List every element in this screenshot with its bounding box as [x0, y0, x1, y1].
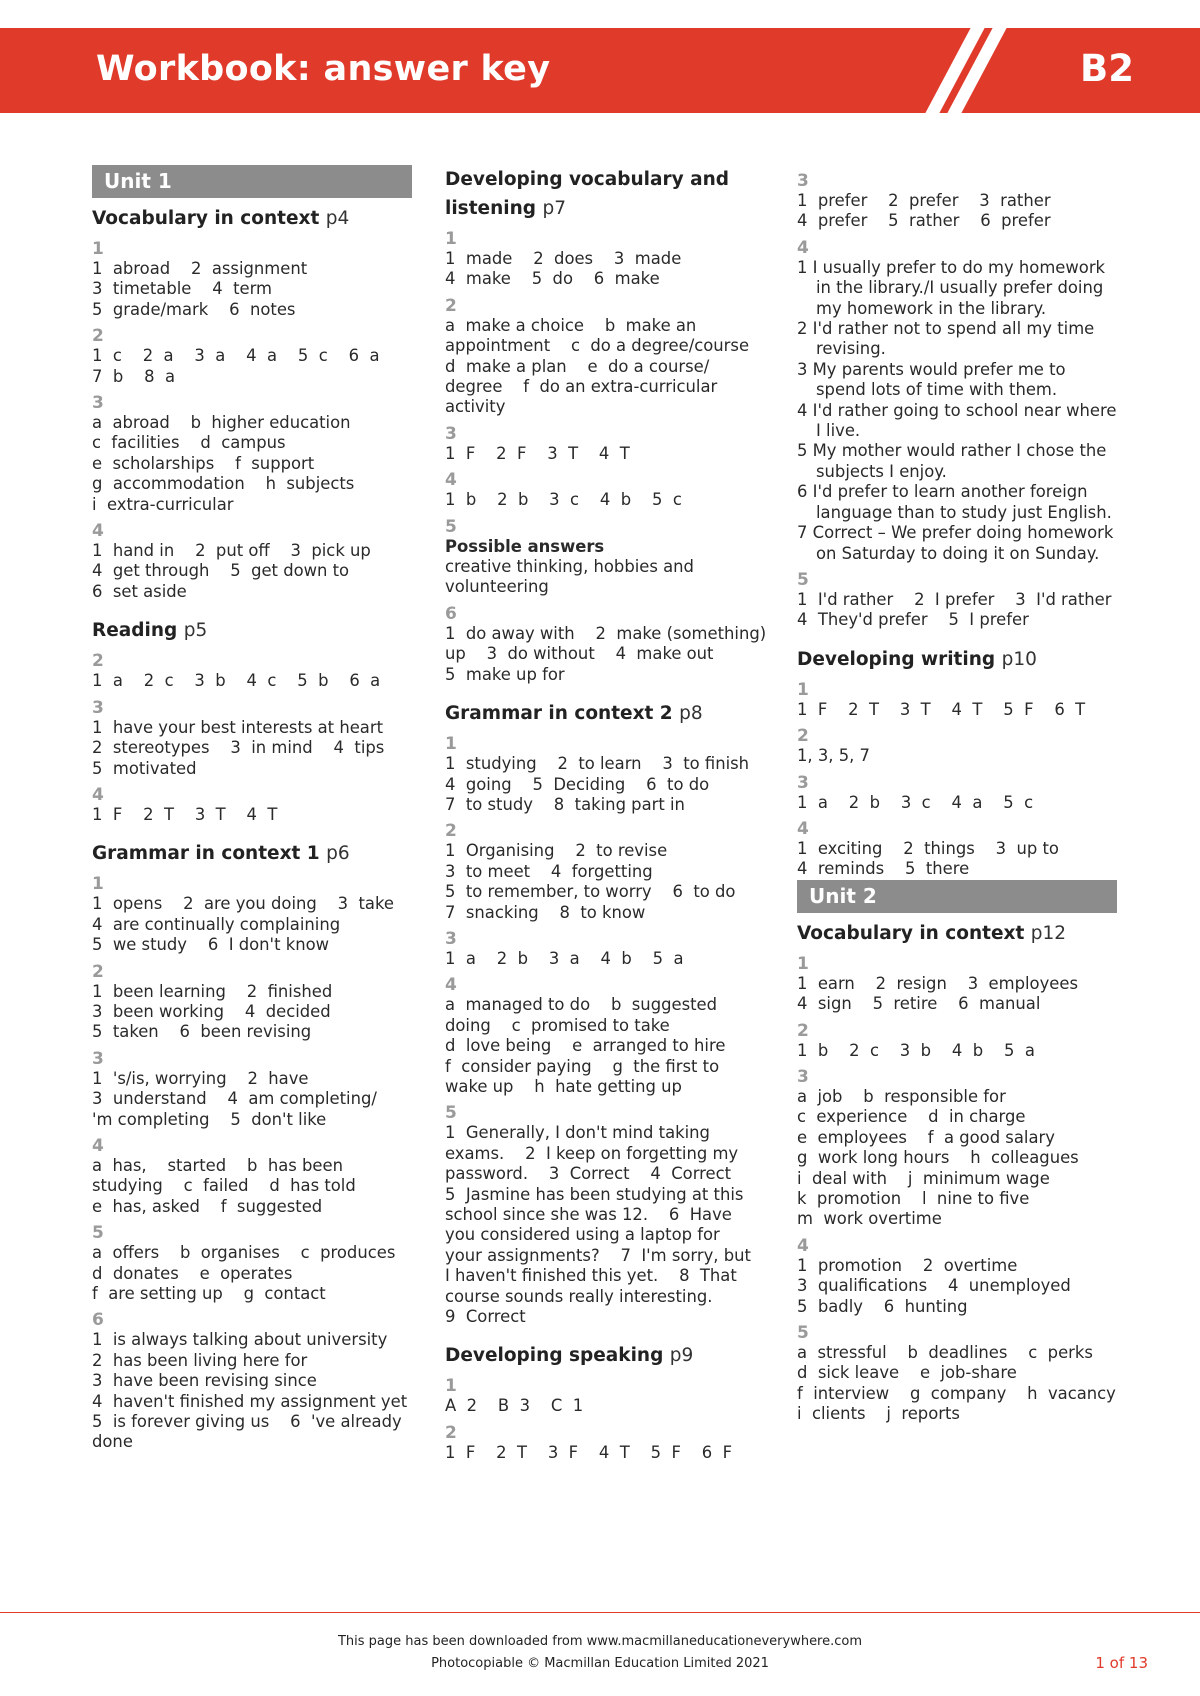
answer-line: up 3 do without 4 make out — [445, 644, 714, 664]
exercise-number: 3 — [92, 1048, 104, 1069]
answer-line: 5 is forever giving us 6 've already — [92, 1412, 402, 1432]
answer-item: 4 I'd rather going to school near where I live. — [797, 400, 1117, 441]
answer-line: 7 b 8 a — [92, 366, 175, 386]
exercise-number: 4 — [92, 1135, 104, 1156]
answer-line: d sick leave e job-share — [797, 1363, 1017, 1383]
exercise-number: 2 — [797, 726, 809, 747]
exercise-number: 3 — [445, 423, 457, 444]
section-heading — [92, 839, 412, 868]
answer-line: 5 Jasmine has been studying at this — [445, 1184, 744, 1204]
answer-line: 1 I'd rather 2 I prefer 3 I'd rather — [797, 589, 1112, 609]
answer-line: password. 3 Correct 4 Correct — [445, 1164, 732, 1184]
exercise-number: 4 — [92, 521, 104, 542]
answer-line: 1, 3, 5, 7 — [797, 746, 870, 766]
exercise-number: 5 — [797, 569, 809, 590]
answer-line: d make a plan e do a course/ — [445, 356, 710, 376]
answer-line: 1 b 2 b 3 c 4 b 5 c — [445, 490, 682, 510]
answer-line: 1 F 2 T 3 T 4 T — [92, 804, 278, 824]
answer-item: 6 I'd prefer to learn another foreign language than to study just English. — [797, 482, 1112, 522]
answer-line: 4 They'd prefer 5 I prefer — [797, 610, 1029, 630]
answer-line: I haven't finished this yet. 8 That — [445, 1266, 737, 1286]
answer-line: g work long hours h colleagues — [797, 1148, 1079, 1168]
exercise-number: 1 — [92, 874, 104, 895]
exercise-number: 6 — [92, 1310, 104, 1331]
answer-line: 1 exciting 2 things 3 up to — [797, 838, 1059, 858]
answer-line: wake up h hate getting up — [445, 1076, 682, 1096]
section-heading — [445, 1341, 763, 1370]
answer-item: 7 Correct – We prefer doing homework on Saturday to doing it on Sunday. — [797, 523, 1114, 563]
answer-line: 5 taken 6 been revising — [92, 1022, 312, 1042]
answer-line: studying c failed d has told — [92, 1176, 356, 1196]
exercise-number: 3 — [797, 1066, 809, 1087]
section-page-ref: p8 — [679, 703, 703, 725]
answer-line: activity — [445, 397, 506, 417]
answer-line: 3 been working 4 decided — [92, 1001, 331, 1021]
section-page-ref: p5 — [183, 620, 208, 642]
answer-line: a has, started b has been — [92, 1155, 343, 1175]
answer-line: f consider paying g the first to — [445, 1056, 720, 1076]
answer-line: 1 F 2 T 3 F 4 T 5 F 6 F — [445, 1442, 733, 1462]
section-title: Reading — [92, 620, 178, 642]
exercise-number: 1 — [445, 734, 457, 755]
answer-line: 1 earn 2 resign 3 employees — [797, 973, 1078, 993]
section-title: Developing writing — [797, 648, 996, 670]
answer-line: 1 a 2 c 3 b 4 c 5 b 6 a — [92, 671, 381, 691]
section-heading — [92, 204, 412, 233]
answer-line: 1 studying 2 to learn 3 to finish — [445, 754, 750, 774]
exercise-number: 1 — [445, 229, 457, 249]
exercise-number: 3 — [92, 393, 104, 414]
answer-column-3 — [797, 165, 1117, 1425]
answer-line: school since she was 12. 6 Have — [445, 1205, 732, 1224]
answer-line: 3 to meet 4 forgetting — [445, 861, 653, 881]
answer-line: 1 a 2 b 3 c 4 a 5 c — [797, 792, 1034, 812]
answer-line: 1 Organising 2 to revise — [445, 841, 668, 861]
answer-line: 1 Generally, I don't mind taking — [445, 1123, 710, 1143]
section-page-ref: p6 — [326, 843, 350, 865]
exercise-number: 3 — [92, 697, 104, 718]
answer-line: i deal with j minimum wage — [797, 1168, 1050, 1188]
answer-line: 1 have your best interests at heart — [92, 717, 383, 737]
answer-line: 4 are continually complaining — [92, 914, 341, 934]
exercise-number: 2 — [92, 326, 104, 347]
section-page-ref: p10 — [1001, 648, 1037, 670]
section-heading — [445, 699, 763, 728]
answer-item: 2 I'd rather not to spend all my time revising. — [797, 319, 1095, 359]
answer-line: 5 grade/mark 6 notes — [92, 299, 296, 319]
answer-line: 4 going 5 Deciding 6 to do — [445, 774, 710, 794]
answer-line: 1 hand in 2 put off 3 pick up — [92, 541, 371, 561]
answer-line: a managed to do b suggested — [445, 995, 718, 1015]
answer-line: appointment c do a degree/course — [445, 336, 750, 356]
exercise-number: 1 — [797, 953, 809, 974]
section-heading — [92, 616, 412, 645]
unit-heading: Unit 1 — [92, 165, 412, 198]
answer-line: 4 get through 5 get down to — [92, 561, 350, 581]
answer-line: m work overtime — [797, 1209, 942, 1229]
answer-line: a job b responsible for — [797, 1086, 1006, 1106]
answer-line: e employees f a good salary — [797, 1127, 1055, 1147]
exercise-number: 2 — [92, 961, 104, 982]
answer-line: 1 's/is, worrying 2 have — [92, 1068, 309, 1088]
answer-line: c experience d in charge — [797, 1107, 1026, 1127]
answer-line: doing c promised to take — [445, 1015, 670, 1035]
exercise-number: 2 — [445, 821, 457, 842]
answer-line: d donates e operates — [92, 1263, 293, 1283]
answer-line: 1 made 2 does 3 made — [445, 249, 682, 268]
answer-line: 4 haven't finished my assignment yet — [92, 1391, 408, 1411]
answer-column-1 — [92, 165, 412, 1453]
answer-line: a abroad b higher education — [92, 413, 351, 433]
answer-line: i extra-curricular — [92, 494, 234, 514]
section-title: Grammar in context 2 — [445, 703, 673, 725]
exercise-number: 6 — [445, 603, 457, 624]
section-page-ref: p4 — [325, 208, 350, 229]
answer-line: 1 been learning 2 finished — [92, 981, 333, 1001]
exercise-number: 4 — [445, 975, 457, 996]
section-title: Vocabulary in context — [797, 922, 1025, 944]
level-badge: B2 — [1080, 47, 1134, 90]
answer-line: 1 is always talking about university — [92, 1330, 388, 1350]
answer-line: 7 to study 8 taking part in — [445, 794, 685, 814]
answer-line: 1 abroad 2 assignment — [92, 259, 308, 278]
answer-line: k promotion l nine to five — [797, 1189, 1030, 1208]
answer-line: f interview g company h vacancy — [797, 1383, 1116, 1403]
exercise-number: 4 — [797, 1235, 809, 1256]
answer-item: 5 My mother would rather I chose the subjects I enjoy. — [797, 441, 1107, 481]
exercise-number: 2 — [445, 295, 457, 316]
exercise-number: 5 — [92, 1223, 104, 1244]
answer-line: 2 has been living here for — [92, 1350, 308, 1370]
section-page-ref: p7 — [542, 198, 566, 219]
answer-line: f are setting up g contact — [92, 1284, 326, 1303]
answer-line: 4 reminds 5 there — [797, 859, 970, 879]
answer-line: you considered using a laptop for — [445, 1225, 720, 1245]
answer-line: 3 timetable 4 term — [92, 279, 273, 299]
answer-line: e scholarships f support — [92, 453, 315, 473]
answer-line: 1 b 2 c 3 b 4 b 5 a — [797, 1040, 1035, 1060]
answer-line: 2 stereotypes 3 in mind 4 tips — [92, 738, 385, 758]
answer-line: 1 F 2 T 3 T 4 T 5 F 6 T — [797, 699, 1086, 719]
page-number: 1 of 13 — [1095, 1654, 1148, 1672]
section-title: Developing vocabulary and listening — [445, 169, 729, 219]
download-notice: This page has been downloaded from www.macmillaneducationeverywhere.com — [337, 1634, 863, 1649]
answer-line: creative thinking, hobbies and — [445, 557, 694, 577]
section-title: Grammar in context 1 — [92, 843, 320, 865]
section-title: Developing speaking — [445, 1345, 664, 1367]
answer-line: 5 motivated — [92, 758, 197, 778]
answer-line: 6 set aside — [92, 581, 187, 601]
exercise-number: 5 — [445, 1103, 457, 1124]
answer-line: a stressful b deadlines c perks — [797, 1343, 1093, 1363]
unit-heading: Unit 2 — [797, 880, 1117, 913]
answer-line: 4 make 5 do 6 make — [445, 269, 660, 289]
exercise-number: 4 — [797, 818, 809, 839]
exercise-number: 2 — [445, 1422, 457, 1443]
footer-divider — [0, 1612, 1200, 1613]
header-banner — [0, 28, 1200, 113]
exercise-number: 5 — [445, 516, 457, 537]
answer-line: 5 to remember, to worry 6 to do — [445, 882, 736, 902]
section-page-ref: p12 — [1030, 922, 1067, 944]
answer-item: 3 My parents would prefer me to spend lots of time with them. — [797, 359, 1066, 400]
answer-line: 3 understand 4 am completing/ — [92, 1089, 377, 1109]
page-title: Workbook: answer key — [96, 49, 551, 89]
copyright-notice: Photocopiable © Macmillan Education Limited 2021 — [431, 1656, 769, 1671]
section-heading — [445, 165, 763, 223]
answer-line: 5 badly 6 hunting — [797, 1296, 968, 1316]
answer-line: A 2 B 3 C 1 — [445, 1396, 584, 1416]
answer-line: g accommodation h subjects — [92, 474, 355, 494]
answer-line: 1 c 2 a 3 a 4 a 5 c 6 a — [92, 346, 380, 366]
exercise-number: 3 — [445, 928, 457, 949]
answer-line: 5 make up for — [445, 664, 565, 684]
exercise-number: 3 — [797, 772, 809, 793]
section-heading — [797, 645, 1117, 674]
answer-line: d love being e arranged to hire — [445, 1036, 726, 1056]
exercise-number: 1 — [797, 679, 809, 700]
answer-line: 9 Correct — [445, 1307, 526, 1327]
answer-line: 1 opens 2 are you doing 3 take — [92, 894, 394, 914]
answer-line: 1 F 2 F 3 T 4 T — [445, 443, 630, 463]
answer-line: 1 do away with 2 make (something) — [445, 623, 767, 643]
exercise-number: 1 — [445, 1376, 457, 1397]
exercise-number: 4 — [797, 237, 809, 258]
answer-line: 3 qualifications 4 unemployed — [797, 1276, 1071, 1296]
answer-line: exams. 2 I keep on forgetting my — [445, 1143, 739, 1163]
answer-line: course sounds really interesting. — [445, 1286, 713, 1306]
answer-label: Possible answers — [445, 536, 605, 556]
answer-line: done — [92, 1432, 133, 1452]
exercise-number: 5 — [797, 1323, 809, 1344]
answer-line: c facilities d campus — [92, 433, 286, 453]
answer-line: 1 a 2 b 3 a 4 b 5 a — [445, 948, 684, 968]
answer-line: 3 have been revising since — [92, 1371, 317, 1391]
section-heading — [797, 919, 1117, 948]
answer-line: e has, asked f suggested — [92, 1196, 323, 1216]
answer-line: 5 we study 6 I don't know — [92, 935, 330, 955]
exercise-number: 4 — [445, 470, 457, 491]
answer-line: 4 sign 5 retire 6 manual — [797, 994, 1041, 1014]
answer-line: 1 prefer 2 prefer 3 rather — [797, 191, 1051, 210]
exercise-number: 1 — [92, 239, 104, 259]
answer-line: a offers b organises c produces — [92, 1243, 396, 1263]
answer-line: 4 prefer 5 rather 6 prefer — [797, 211, 1051, 231]
answer-line: degree f do an extra-curricular — [445, 377, 718, 397]
exercise-number: 3 — [797, 171, 809, 191]
section-page-ref: p9 — [669, 1345, 694, 1367]
exercise-number: 2 — [797, 1020, 809, 1041]
section-title: Vocabulary in context — [92, 208, 320, 229]
answer-line: 7 snacking 8 to know — [445, 902, 646, 922]
answer-line: i clients j reports — [797, 1404, 960, 1424]
answer-column-2 — [445, 165, 767, 1463]
answer-item: 1 I usually prefer to do my homework in the library./I usually prefer doing my homework in the library. — [797, 257, 1106, 318]
answer-line: 'm completing 5 don't like — [92, 1109, 327, 1129]
exercise-number: 4 — [92, 784, 104, 805]
answer-line: volunteering — [445, 577, 549, 597]
answer-line: 1 promotion 2 overtime — [797, 1255, 1018, 1275]
answer-line: your assignments? 7 I'm sorry, but — [445, 1245, 751, 1265]
answer-line: a make a choice b make an — [445, 315, 697, 335]
exercise-number: 2 — [92, 651, 104, 672]
